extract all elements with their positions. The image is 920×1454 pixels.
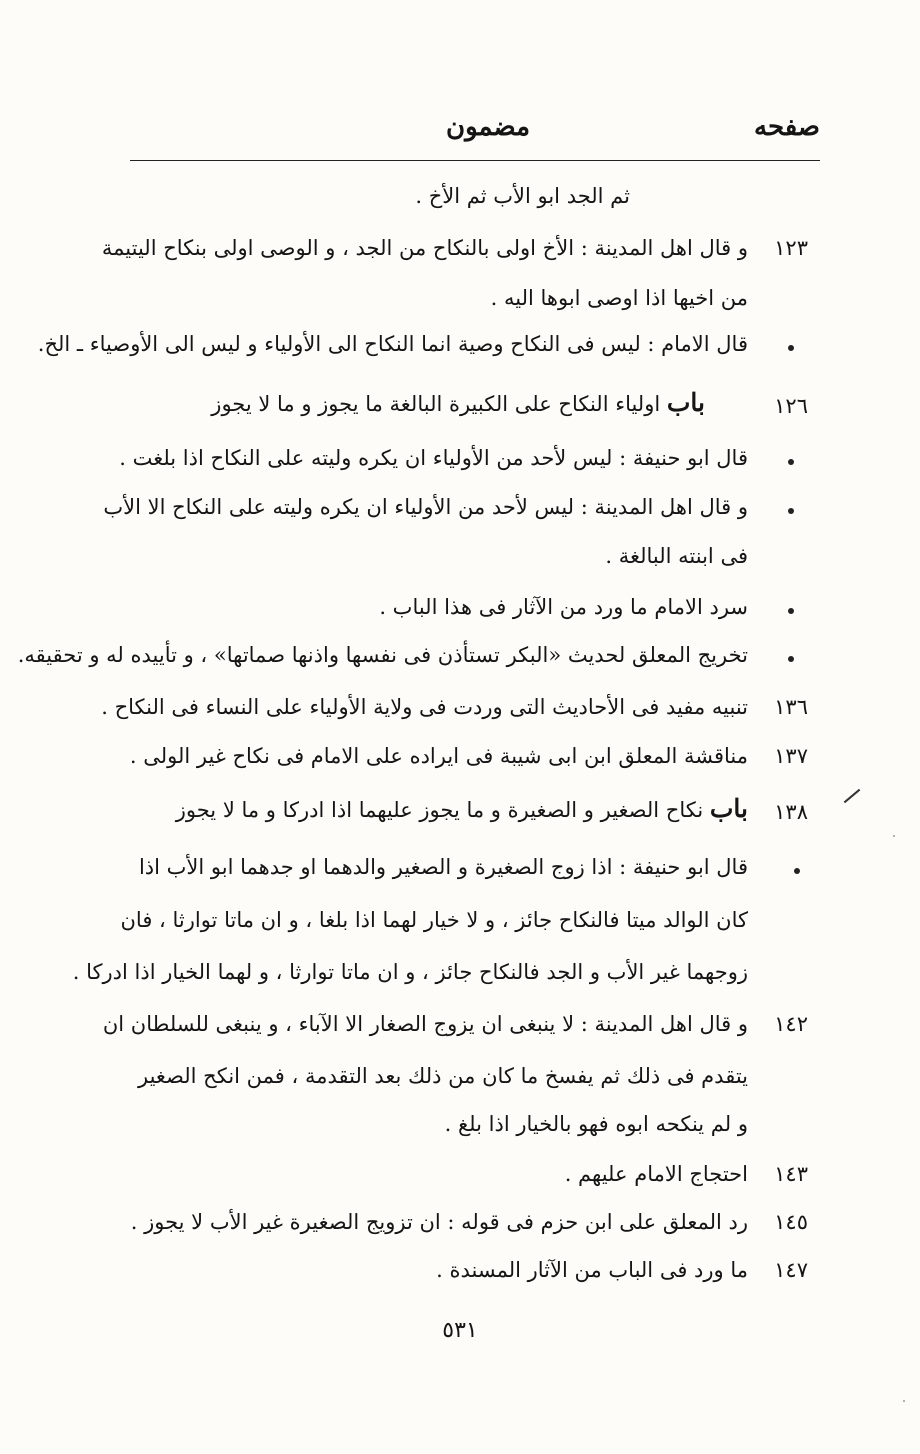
bullet <box>788 608 794 614</box>
entry-line: مناقشة المعلق ابن ابى شيبة فى ايراده على الامام فى نكاح غير الولى . <box>129 744 748 768</box>
entry-line: و قال اهل المدينة : ليس لأحد من الأولياء ان يكره وليته على النكاح الا الأب <box>103 495 748 519</box>
entry-line: ثم الجد ابو الأب ثم الأخ . <box>415 184 630 208</box>
entry-line: تخريج المعلق لحديث «البكر تستأذن فى نفسها واذنها صماتها» ، و تأييده له و تحقيقه. <box>17 643 748 667</box>
paper-speck <box>903 1400 905 1402</box>
chapter-title: اولياء النكاح على الكبيرة البالغة ما يجوز و ما لا يجوز <box>211 392 661 416</box>
entry-line: تنبيه مفيد فى الأحاديث التى وردت فى ولاية الأولياء على النساء فى النكاح . <box>101 695 748 719</box>
entry-line: و قال اهل المدينة : لا ينبغى ان يزوج الصغار الا الآباء ، و ينبغى للسلطان ان <box>102 1012 748 1036</box>
entry-page-number: ١٢٦ <box>774 394 808 418</box>
chapter-heading <box>176 796 748 821</box>
bullet <box>788 656 794 662</box>
entry-page-number: ١٢٣ <box>774 236 808 260</box>
bullet <box>788 508 794 514</box>
header-rule <box>130 160 820 161</box>
bullet <box>788 345 794 351</box>
entry-page-number: ١٤٢ <box>774 1012 808 1036</box>
entry-line: و قال اهل المدينة : الأخ اولى بالنكاح من الجد ، و الوصى اولى بنكاح اليتيمة <box>101 236 748 260</box>
entry-line: ما ورد فى الباب من الآثار المسندة . <box>436 1258 748 1282</box>
entry-page-number: ١٤٧ <box>774 1258 808 1282</box>
entry-line: من اخيها اذا اوصى ابوها اليه . <box>490 286 748 310</box>
entry-page-number: ١٣٨ <box>774 800 808 824</box>
folio-page-number: ٥٣١ <box>442 1318 478 1343</box>
entry-page-number: ١٤٣ <box>774 1162 808 1186</box>
entry-line: فى ابنته البالغة . <box>605 544 748 568</box>
bullet <box>788 459 794 465</box>
entry-page-number: ١٣٦ <box>774 695 808 719</box>
entry-line: احتجاج الامام عليهم . <box>564 1162 748 1186</box>
bullet <box>794 868 800 874</box>
entry-page-number: ١٤٥ <box>774 1210 808 1234</box>
chapter-heading <box>211 390 705 415</box>
entry-line: قال ابو حنيفة : اذا زوج الصغيرة و الصغير والدهما او جدهما ابو الأب اذا <box>138 855 748 879</box>
chapter-label: باب <box>709 794 748 823</box>
entry-line: زوجهما غير الأب و الجد فالنكاح جائز ، و ان ماتا توارثا ، و لهما الخيار اذا ادركا . <box>72 960 748 984</box>
chapter-label: باب <box>666 388 705 417</box>
chapter-title: نكاح الصغير و الصغيرة و ما يجوز عليهما اذا ادركا و ما لا يجوز <box>175 798 704 822</box>
entry-line: رد المعلق على ابن حزم فى قوله : ان تزويج الصغيرة غير الأب لا يجوز . <box>130 1210 748 1234</box>
subject-column-heading: مضمون <box>445 112 530 142</box>
entry-line: و لم ينكحه ابوه فهو بالخيار اذا بلغ . <box>444 1112 748 1136</box>
entry-line: قال ابو حنيفة : ليس لأحد من الأولياء ان يكره وليته على النكاح اذا بلغت . <box>119 446 748 470</box>
entry-line: قال الامام : ليس فى النكاح وصية انما النكاح الى الأولياء و ليس الى الأوصياء ـ الخ. <box>37 332 748 356</box>
page-column-heading: صفحه <box>754 112 820 142</box>
paper-speck <box>893 835 895 837</box>
entry-page-number: ١٣٧ <box>774 744 808 768</box>
entry-line: كان الوالد ميتا فالنكاح جائز ، و لا خيار لهما اذا بلغا ، و ان ماتا توارثا ، فان <box>120 908 748 932</box>
margin-pencil-mark <box>844 789 861 803</box>
entry-line: يتقدم فى ذلك ثم يفسخ ما كان من ذلك بعد التقدمة ، فمن انكح الصغير <box>138 1064 748 1088</box>
entry-line: سرد الامام ما ورد من الآثار فى هذا الباب . <box>379 595 748 619</box>
